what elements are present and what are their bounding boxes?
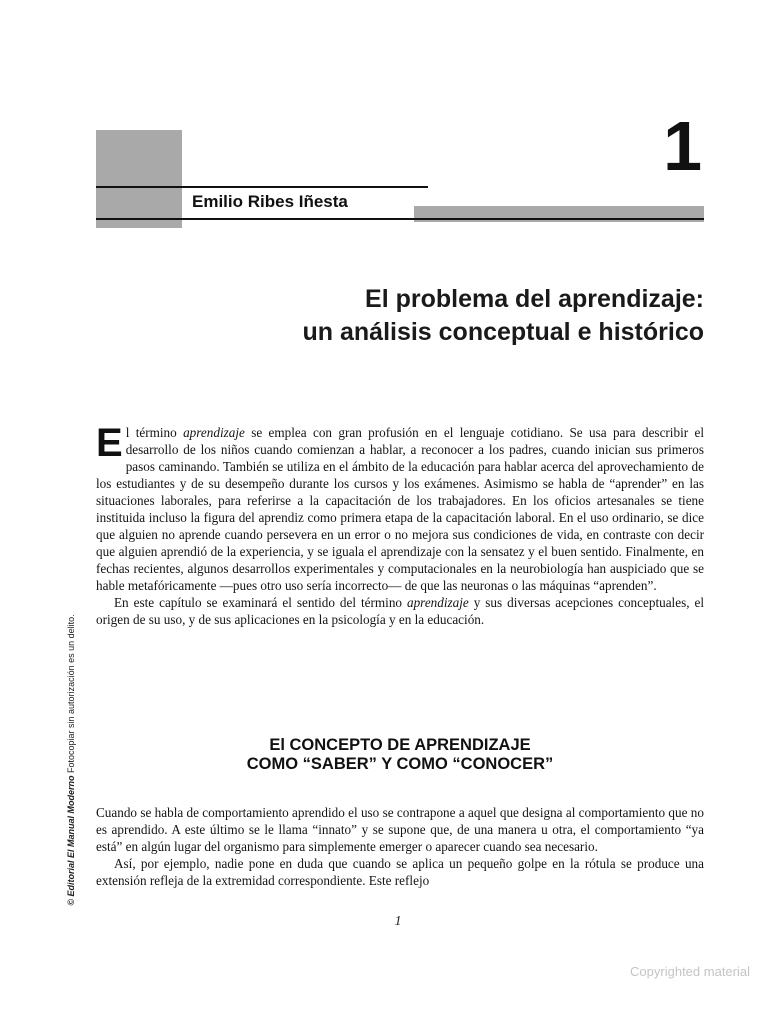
intro-p2-rest: y sus diversas acepciones conceptuales, el origen de su uso, y de sus aplicaciones en la psicología y en la educación. xyxy=(96,595,704,627)
publisher-name: © Editorial El Manual Moderno xyxy=(66,775,76,906)
intro-p1-start: l término xyxy=(125,425,184,440)
intro-p2-start: En este capítulo se examinará el sentido del término xyxy=(114,595,407,610)
section-heading-line-1: El CONCEPTO DE APRENDIZAJE xyxy=(269,736,531,754)
section-heading-line-2: COMO “SABER” Y COMO “CONOCER” xyxy=(246,755,554,773)
chapter-title xyxy=(96,283,704,349)
drop-cap: E xyxy=(96,421,123,465)
chapter-title-line-2: un análisis conceptual e histórico xyxy=(302,318,704,346)
page-number: 1 xyxy=(394,914,402,929)
copyright-watermark: Copyrighted material xyxy=(630,964,750,979)
author-name: Emilio Ribes Iñesta xyxy=(192,192,348,211)
section-text xyxy=(96,804,704,889)
intro-text xyxy=(96,421,704,628)
intro-paragraph-1 xyxy=(96,421,704,594)
intro-p1-rest: se emplea con gran profusión en el lenguaje cotidiano. Se usa para describir el desarrollo de los niños cuando comienzan a hablar, a reconocer a los padres, cuando inician sus primeros pasos caminando. También se utiliza en el ámbito de la educación para hablar acerca del aprovechamiento de los estudiantes y de su desempeño durante los cursos y los exámenes. Asimismo se habla de “aprender” en las situaciones laborales, para referirse a la capacitación de los trabajadores. En los oficios artesanales se tiene instituida incluso la figura del aprendiz como primera etapa de la capacitación laboral. En el uso ordinario, se dice que alguien no aprende cuando persevera en un error o no mejora sus condiciones de vida, en contraste con decir que alguien aprendió de la experiencia, y se iguala el aprendizaje con la sensatez y el buen sentido. Finalmente, en fechas recientes, algunos desarrollos experimentales y computacionales en la neurobiología han auspiciado que se hable metafóricamente —pues otro uso sería incorrecto— de que las neuronas o las máquinas “aprenden”. xyxy=(96,425,704,593)
header-rule-bottom xyxy=(96,218,704,220)
chapter-number: 1 xyxy=(663,107,702,185)
intro-p2-term: aprendizaje xyxy=(406,595,469,610)
section-paragraph-2: Así, por ejemplo, nadie pone en duda que cuando se aplica un pequeño golpe en la rótula se produce una extensión refleja de la extremidad correspondiente. Este reflejo xyxy=(96,856,704,888)
side-copyright-notice xyxy=(66,614,76,905)
intro-p1-term: aprendizaje xyxy=(183,425,245,440)
header-gray-block xyxy=(96,130,182,228)
header-rule-top xyxy=(96,186,428,188)
copy-warning: Fotocopiar sin autorización es un delito. xyxy=(66,614,76,776)
section-paragraph-1: Cuando se habla de comportamiento aprendido el uso se contrapone a aquel que designa al comportamiento que no es aprendido. A este último se le llama “innato” y se supone que, de una manera u otra, el comportamiento “ya está” en algún lugar del organismo para simplemente emerger o aparecer cuando sea necesario. xyxy=(96,805,704,854)
section-heading xyxy=(96,736,704,774)
chapter-title-line-1: El problema del aprendizaje: xyxy=(365,285,704,313)
intro-paragraph-2 xyxy=(96,594,704,628)
